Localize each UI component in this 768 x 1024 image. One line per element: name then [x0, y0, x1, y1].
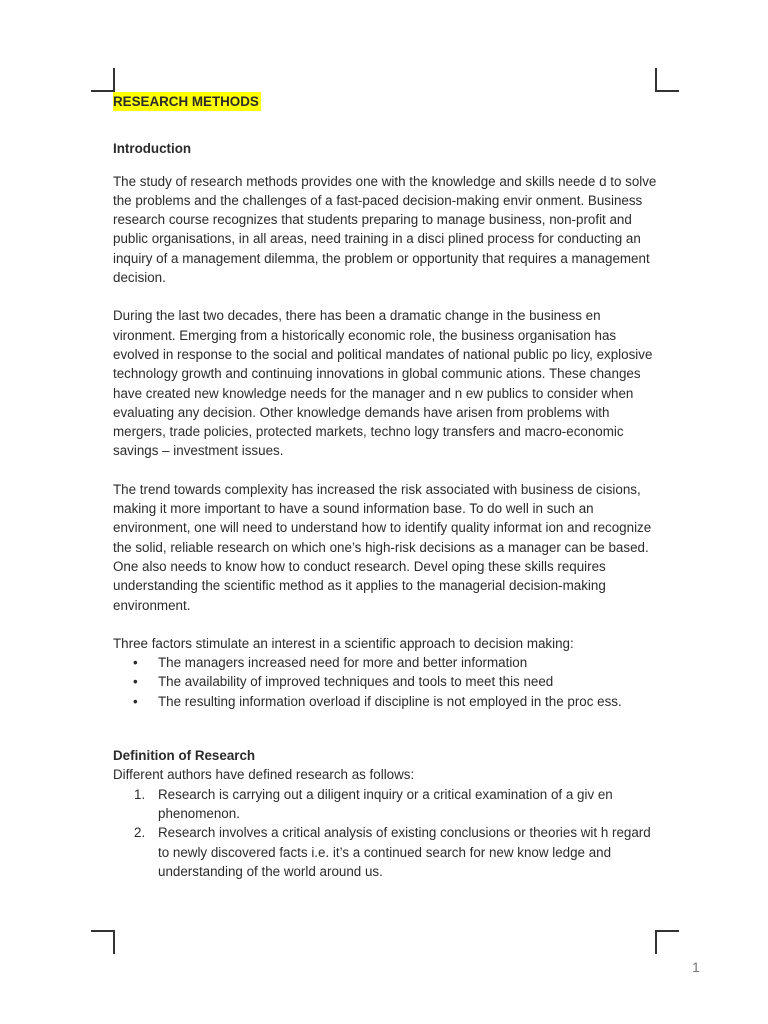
paragraph-study-of-research: The study of research methods provides one with the knowledge and skills neede d to solve the problems and the challenges of a fast-paced decision-making envir onment. Business research course recognizes that students preparing to manage business, non-profit and public organisations, in all areas, need training in a disci plined process for conducting an inquiry of a management dilemma, the problem or opportunity that requires a management decision. — [113, 173, 657, 286]
definitions-list — [113, 785, 658, 881]
bullet-icon: • — [133, 693, 138, 709]
list-item-text: The availability of improved techniques and tools to meet this need — [158, 674, 554, 690]
list-item-number: 2. — [134, 825, 146, 841]
list-item — [113, 785, 658, 824]
crop-mark-bottom-left — [91, 930, 115, 954]
paragraph-last-two-decades: During the last two decades, there has been a dramatic change in the business en vironment. Emerging from a historically economic role, the business organisation has evolved in response to the social and political mandates of national public po licy, explosive technology growth and continuing innovations in global communic ations. These changes have created new knowledge needs for the manager and n ew publics to consider when evaluating any decision. Other knowledge demands have arisen from problems with mergers, trade policies, protected markets, techno logy transfers and macro-economic savings – investment issues. — [113, 308, 653, 459]
factors-list — [113, 653, 658, 711]
page-number: 1 — [692, 959, 700, 975]
crop-mark-top-right — [655, 68, 679, 92]
list-item-text: Research is carrying out a diligent inquiry or a critical examination of a giv en phenomenon. — [158, 786, 613, 821]
list-item-text: Research involves a critical analysis of existing conclusions or theories wit h regard to newly discovered facts i.e. it’s a continued search for new know ledge and understanding of the world around us. — [158, 825, 651, 879]
list-item-text: The managers increased need for more and better information — [158, 655, 528, 671]
crop-mark-bottom-right — [655, 930, 679, 954]
list-item — [113, 672, 658, 691]
paragraph-three-factors: Three factors stimulate an interest in a scientific approach to decision making: — [113, 635, 574, 651]
crop-mark-top-left — [91, 68, 115, 92]
definition-intro: Different authors have defined research as follows: — [113, 767, 415, 783]
list-item — [113, 653, 658, 672]
introduction-heading: Introduction — [113, 141, 192, 157]
list-item — [113, 823, 658, 881]
paragraph-trend-complexity: The trend towards complexity has increased the risk associated with business de cisions, making it more important to have a sound information base. To do well in such an environment, one will need to understand how to identify quality informat ion and recognize the solid, reliable research on which one’s high-risk decisions as a manager can be based. One also needs to know how to conduct research. Devel oping these skills requires understanding the scientific method as it applies to the managerial decision-making environment. — [113, 481, 652, 613]
definition-heading: Definition of Research — [113, 748, 256, 764]
list-item — [113, 692, 658, 711]
list-item-number: 1. — [134, 786, 146, 802]
list-item-text: The resulting information overload if discipline is not employed in the proc ess. — [158, 693, 622, 709]
bullet-icon: • — [133, 674, 138, 690]
document-title: RESEARCH METHODS — [113, 94, 259, 109]
bullet-icon: • — [133, 655, 138, 671]
document-body — [113, 92, 658, 881]
